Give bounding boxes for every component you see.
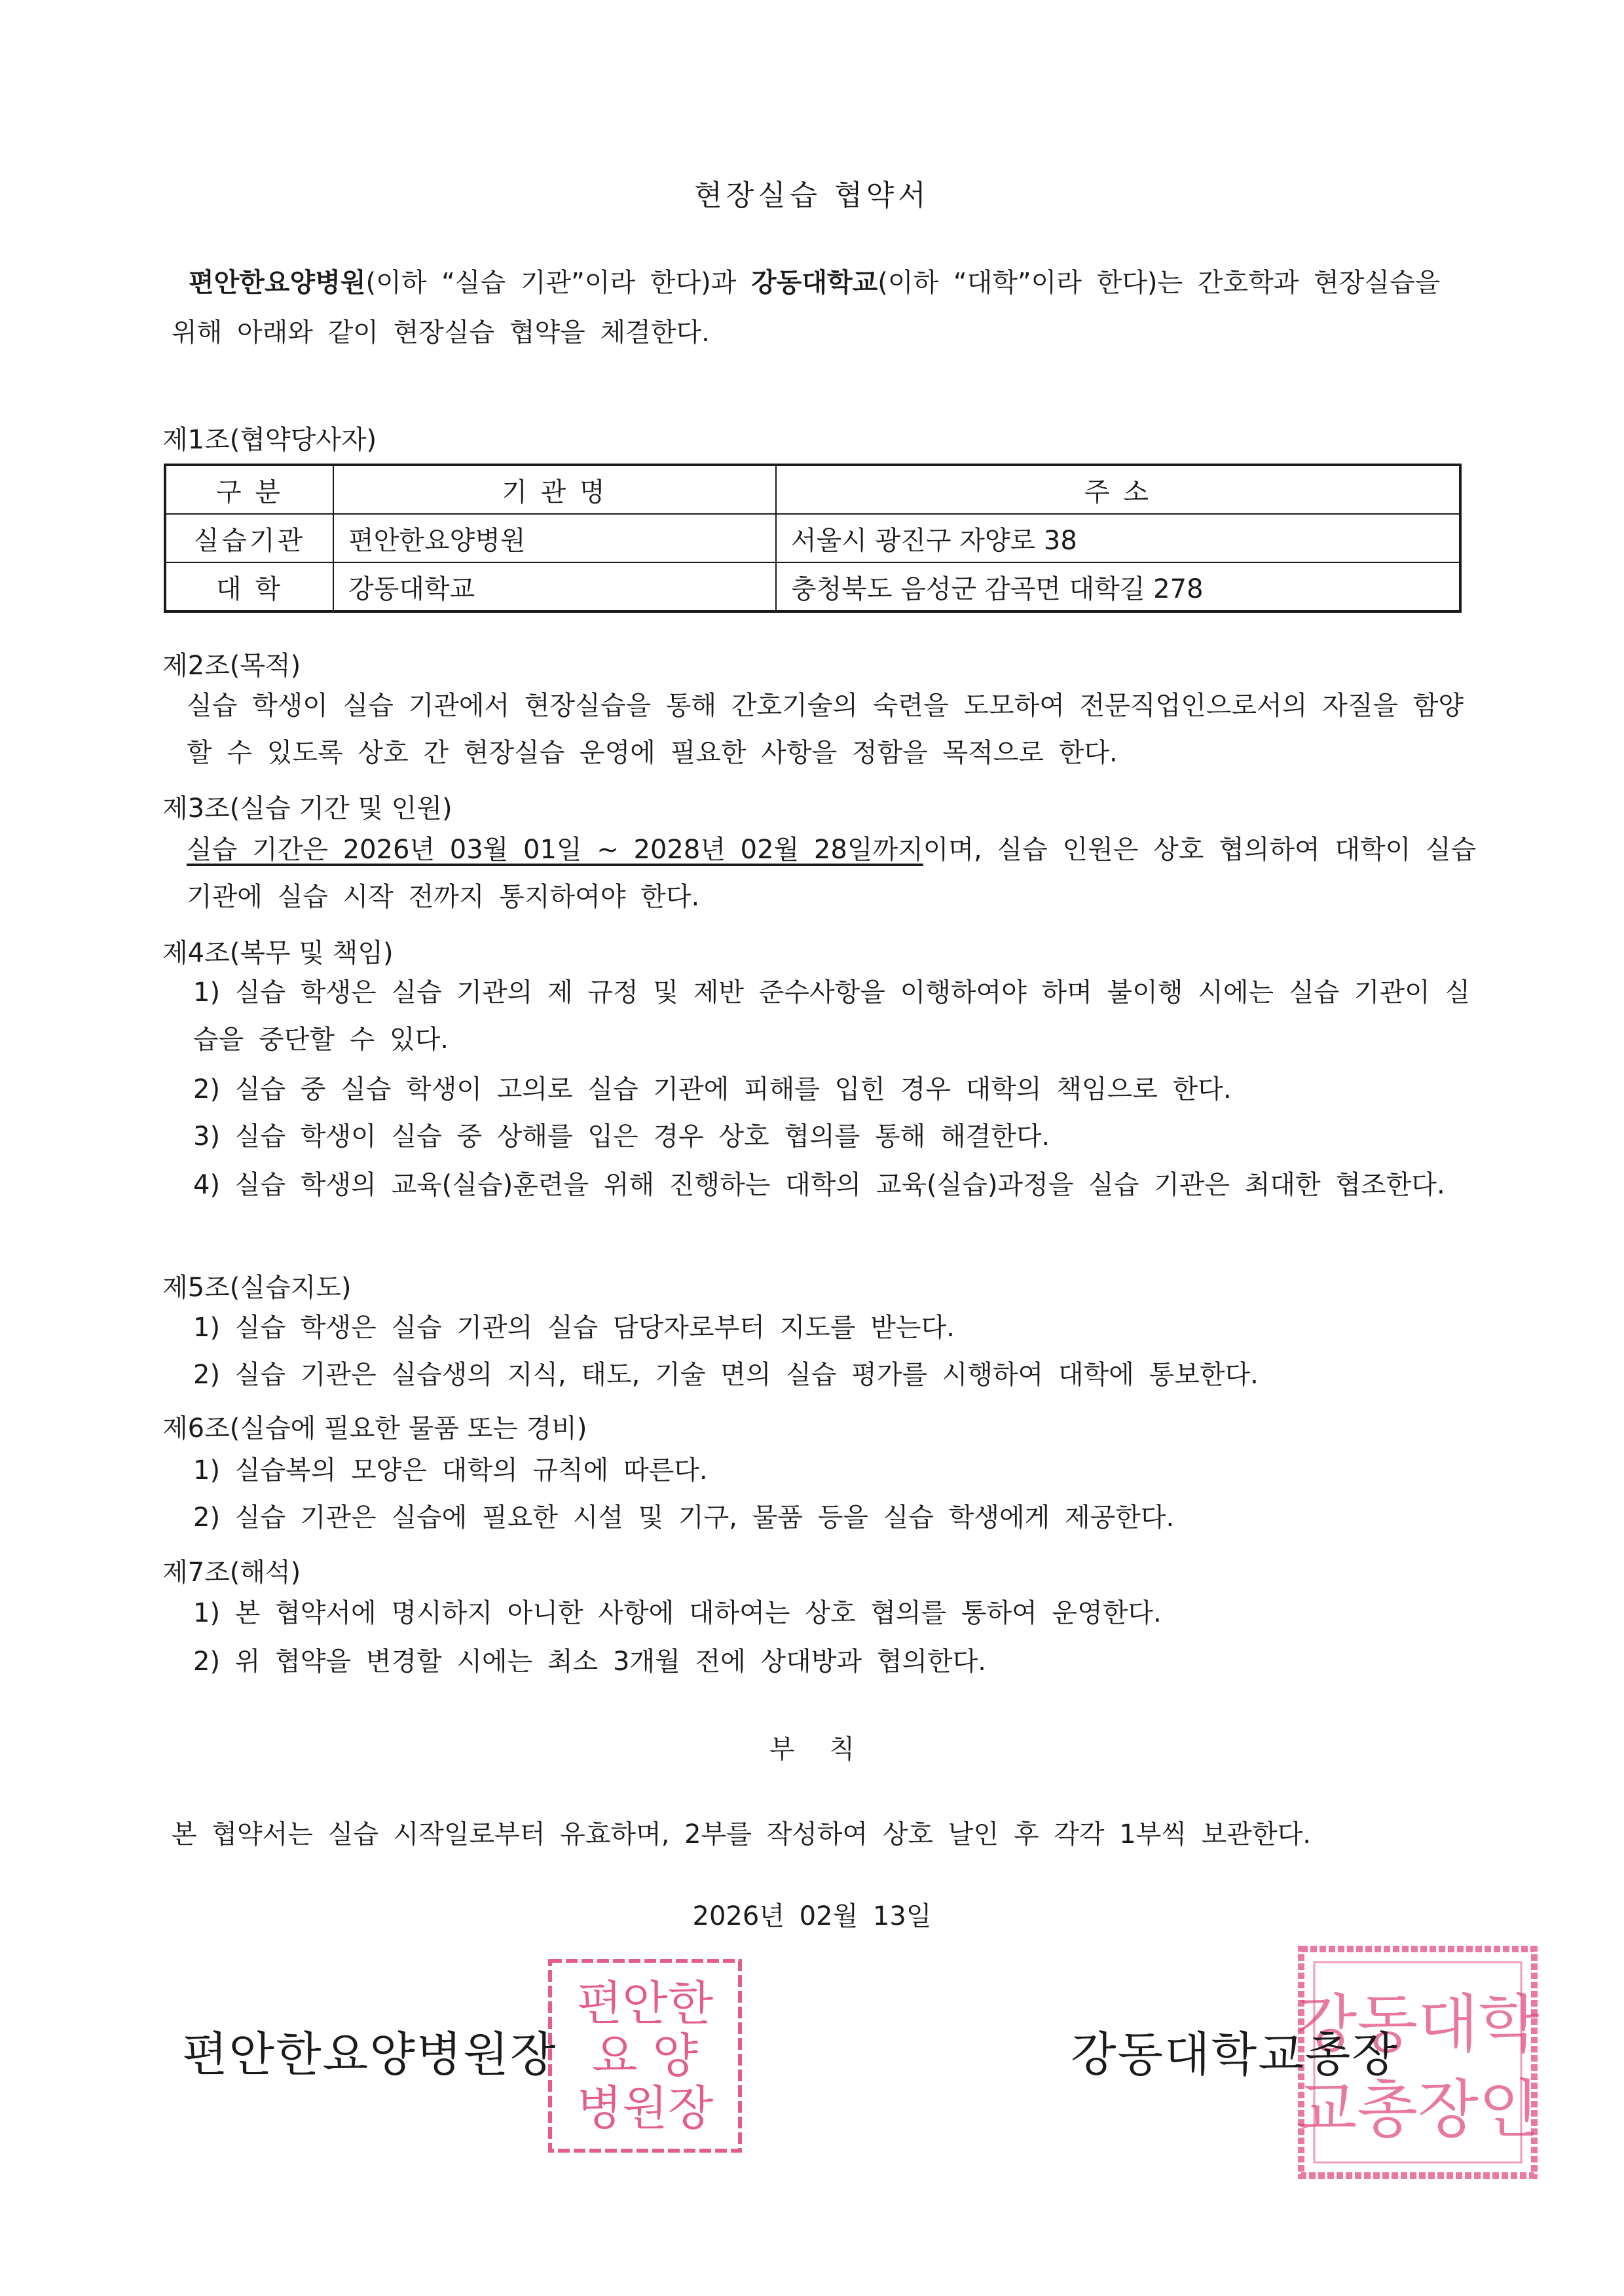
table-cell: 강동대학교 <box>333 562 776 611</box>
intro-paragraph <box>172 258 1475 357</box>
university-president-signature: 강동대학교총장 <box>1071 2027 1399 2082</box>
article3-heading: 제3조(실습 기간 및 인원) <box>162 793 452 824</box>
article3-paragraph <box>187 826 1477 920</box>
article4-item: 2) 실습 중 실습 학생이 고의로 실습 기관에 피해를 입힌 경우 대학의 책임으로 한다. <box>193 1074 1232 1104</box>
article5-item: 2) 실습 기관은 실습생의 지식, 태도, 기술 면의 실습 평가를 시행하여 대학에 통보한다. <box>193 1360 1259 1390</box>
article7-item: 2) 위 협약을 변경할 시에는 최소 3개월 전에 상대방과 협의한다. <box>193 1647 987 1677</box>
table-header-row <box>165 465 1460 514</box>
article3-text: 이며, 실습 인원은 상호 협의하여 대학이 실습 기관에 실습 시작 전까지 통지하여야 한다. <box>187 835 1477 912</box>
agreement-date: 2026년 02월 13일 <box>692 1901 932 1931</box>
article2-heading: 제2조(목적) <box>162 651 301 681</box>
hospital-director-signature: 편안한요양병원장 <box>182 2027 557 2082</box>
article4-heading: 제4조(복무 및 책임) <box>162 938 394 968</box>
intro-org2: 강동대학교 <box>751 268 878 298</box>
table-cell: 편안한요양병원 <box>333 514 776 562</box>
intro-org1: 편안한요양병원 <box>189 268 366 298</box>
article4-item: 4) 실습 학생의 교육(실습)훈련을 위해 진행하는 대학의 교육(실습)과정을 실습 기관은 최대한 협조한다. <box>193 1170 1445 1200</box>
svg-text:병원장: 병원장 <box>576 2081 714 2136</box>
svg-text:편안한: 편안한 <box>576 1976 714 2031</box>
table-cell: 서울시 광진구 자양로 38 <box>776 514 1460 562</box>
article6-item: 1) 실습복의 모양은 대학의 규칙에 따른다. <box>193 1455 708 1485</box>
article5-item: 1) 실습 학생은 실습 기관의 실습 담당자로부터 지도를 받는다. <box>193 1313 955 1343</box>
article2-text: 실습 학생이 실습 기관에서 현장실습을 통해 간호기술의 숙련을 도모하여 전문직업인으로서의 자질을 함양할 수 있도록 상호 간 현장실습 운영에 필요한 사항을 정함을 목적으로 한다. <box>187 691 1464 768</box>
svg-text:요 양: 요 양 <box>592 2028 698 2083</box>
supplementary-heading: 부 칙 <box>769 1734 855 1764</box>
article1-heading: 제1조(협약당사자) <box>162 425 377 455</box>
table-cell: 대 학 <box>165 562 333 611</box>
supplementary-text: 본 협약서는 실습 시작일로부터 유효하며, 2부를 작성하여 상호 날인 후 각각 1부씩 보관한다. <box>172 1819 1311 1850</box>
article5-heading: 제5조(실습지도) <box>162 1273 352 1303</box>
article6-item: 2) 실습 기관은 실습에 필요한 시설 및 기구, 물품 등을 실습 학생에게 제공한다. <box>193 1503 1175 1533</box>
article4-item: 1) 실습 학생은 실습 기관의 제 규정 및 제반 준수사항을 이행하여야 하며 불이행 시에는 실습 기관이 실습을 중단할 수 있다. <box>193 977 1471 1055</box>
intro-part1: (이하 “실습 기관”이라 한다)과 <box>365 268 752 298</box>
intro-part2: (이하 “대학”이라 한다)는 간호학과 현장실습을 위해 아래와 같이 현장실습 협약을 체결한다. <box>172 268 1441 348</box>
table-header-cell: 구 분 <box>165 465 333 514</box>
article7-heading: 제7조(해석) <box>162 1558 301 1588</box>
document-title: 현장실습 협약서 <box>694 179 930 212</box>
table-cell: 충청북도 음성군 감곡면 대학길 278 <box>776 562 1460 611</box>
table-row <box>165 514 1460 562</box>
table-header-cell: 기 관 명 <box>333 465 776 514</box>
table-cell: 실습기관 <box>165 514 333 562</box>
article6-heading: 제6조(실습에 필요한 물품 또는 경비) <box>162 1413 587 1444</box>
article7-item: 1) 본 협약서에 명시하지 아니한 사항에 대하여는 상호 협의를 통하여 운영한다. <box>193 1598 1162 1628</box>
parties-table <box>164 464 1462 613</box>
article4-item: 3) 실습 학생이 실습 중 상해를 입은 경우 상호 협의를 통해 해결한다. <box>193 1121 1050 1152</box>
table-header-cell: 주 소 <box>776 465 1460 514</box>
hospital-seal <box>537 1948 753 2164</box>
svg-text:교총장인: 교총장인 <box>1296 2073 1540 2146</box>
table-row <box>165 562 1460 611</box>
svg-text:강동대학: 강동대학 <box>1296 1988 1540 2061</box>
practice-period: 실습 기간은 2026년 03월 01일 ~ 2028년 02월 28일까지 <box>187 835 923 865</box>
